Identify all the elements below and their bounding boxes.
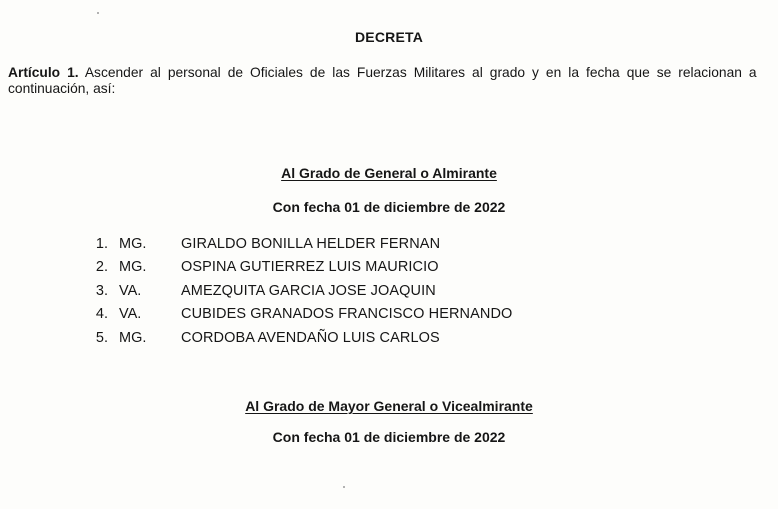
list-item-rank: MG. xyxy=(119,236,147,252)
list-item-name: OSPINA GUTIERREZ LUIS MAURICIO xyxy=(181,259,439,276)
list-item-rank: VA. xyxy=(119,306,142,323)
list-item-rank: VA. xyxy=(119,282,142,299)
section-title-mayor-general-text: Al Grado de Mayor General o Vicealmirante xyxy=(245,398,533,414)
list-item-name: CORDOBA AVENDAÑO LUIS CARLOS xyxy=(181,329,440,346)
section-title-mayor-general xyxy=(0,398,778,414)
list-item-name: GIRALDO BONILLA HELDER FERNAN xyxy=(181,236,441,252)
article-label: Artículo 1. xyxy=(8,64,79,80)
scan-speck xyxy=(97,12,99,14)
section-date-general: Con fecha 01 de diciembre de 2022 xyxy=(272,199,506,215)
section-title-general-text: Al Grado de General o Almirante xyxy=(281,165,497,181)
list-item-number: 4. xyxy=(95,306,108,323)
list-item-number: 2. xyxy=(95,259,108,276)
list-item-name: AMEZQUITA GARCIA JOSE JOAQUIN xyxy=(181,282,436,299)
list-item-number: 3. xyxy=(95,282,108,299)
article-1-paragraph xyxy=(8,64,757,96)
list-item-rank: MG. xyxy=(119,329,147,346)
list-item-name: CUBIDES GRANADOS FRANCISCO HERNANDO xyxy=(181,306,513,323)
decree-heading: DECRETA xyxy=(354,29,424,45)
scan-speck xyxy=(343,486,345,488)
section-date-mayor-general: Con fecha 01 de diciembre de 2022 xyxy=(272,429,506,445)
list-item-number: 1. xyxy=(95,236,108,252)
list-item-number: 5. xyxy=(95,329,108,346)
list-item-rank: MG. xyxy=(119,259,147,276)
section-title-general xyxy=(0,165,778,181)
article-text: Ascender al personal de Oficiales de las Fuerzas Militares al grado y en la fecha que se relacionan a continuación, así: xyxy=(8,64,757,96)
